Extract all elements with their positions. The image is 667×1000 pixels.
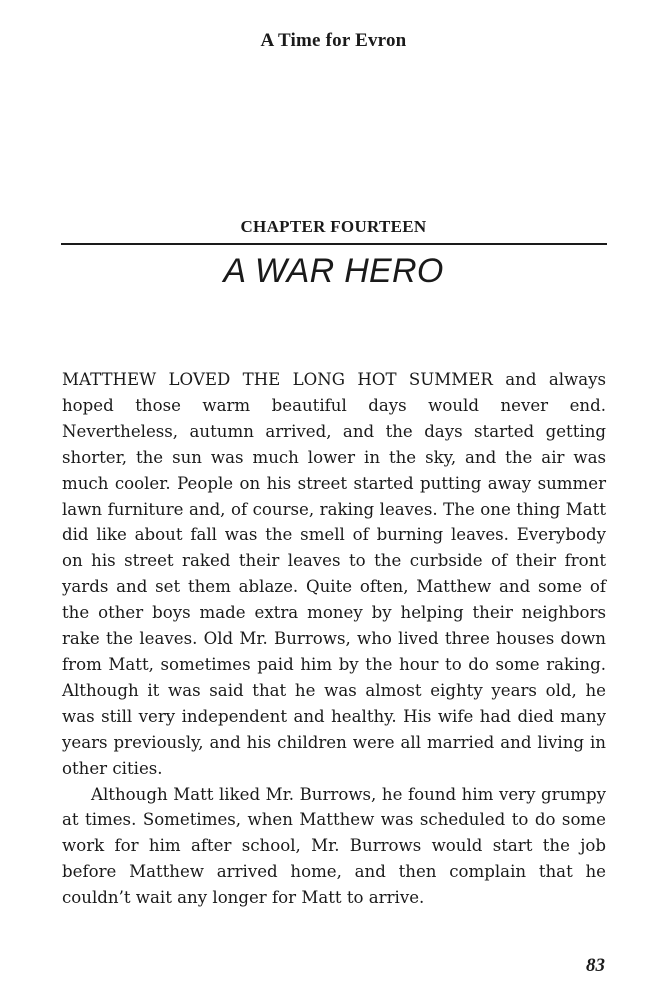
page-number: 83: [586, 955, 605, 976]
chapter-title: A WAR HERO: [223, 252, 444, 290]
chapter-rule: [61, 243, 607, 245]
paragraph-1: MATTHEW LOVED THE LONG HOT SUMMER and always hoped those warm beautiful days would never end. Nevertheless, autumn arrived, and the days started getting shorter, the sun was much lower in the sky, and the air was much cooler. People on his street started putting away summer lawn furniture and, of course, raking leaves. The one thing Matt did like about fall was the smell of burning leaves. Everybody on his street raked their leaves to the curbside of their front yards and set them ablaze. Quite often, Matthew and some of the other boys made extra money by helping their neighbors rake the leaves. Old Mr. Burrows, who lived three houses down from Matt, sometimes paid him by the hour to do some raking. Although it was said that he was almost eighty years old, he was still very independent and healthy. His wife had died many years previously, and his children were all married and living in other cities.: [62, 370, 606, 778]
chapter-label: CHAPTER FOURTEEN: [240, 217, 427, 236]
paragraph-2: Although Matt liked Mr. Burrows, he found him very grumpy at times. Sometimes, when Matthew was scheduled to do some work for him after school, Mr. Burrows would start the job before Matthew arrived home, and then complain that he couldn’t wait any longer for Matt to arrive.: [62, 784, 606, 908]
running-head: A Time for Evron: [260, 30, 407, 51]
body-text: [62, 367, 606, 911]
